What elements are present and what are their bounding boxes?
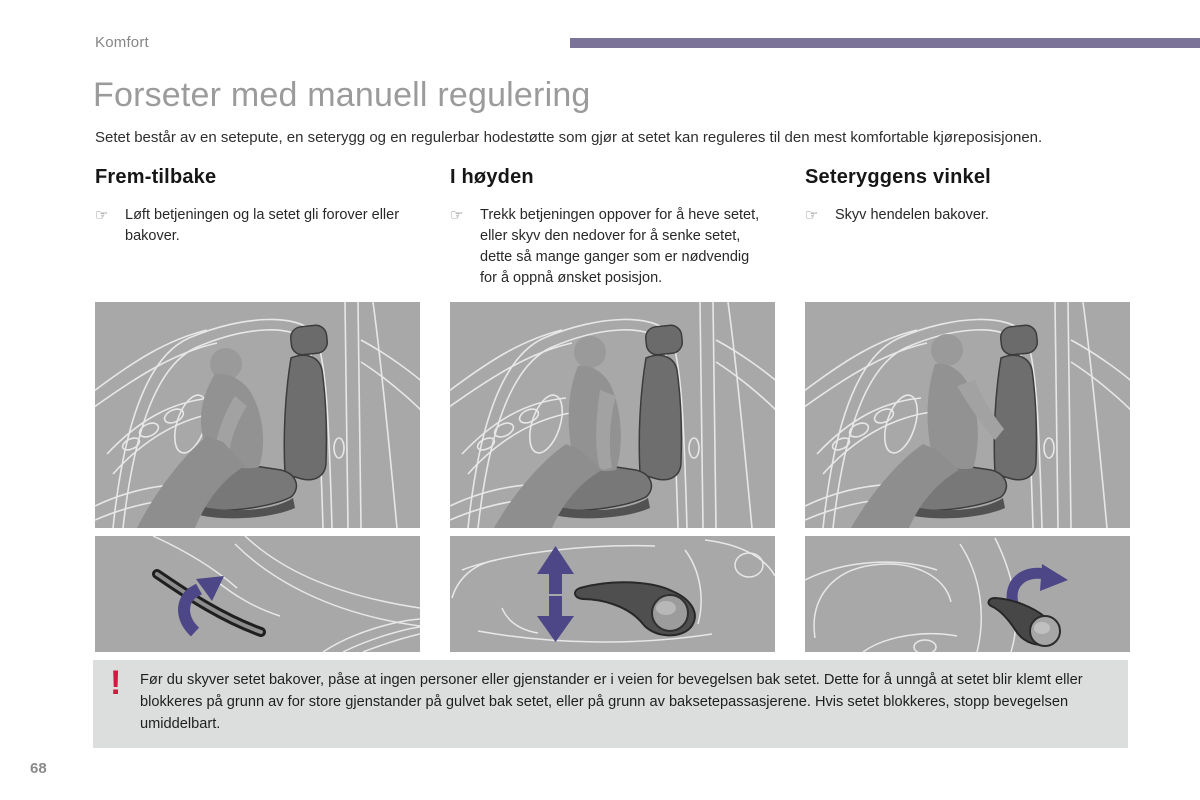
instruction-bullet bbox=[450, 205, 780, 289]
instruction-bullet bbox=[805, 205, 1135, 226]
section-accent-bar bbox=[570, 38, 1200, 48]
figure-seat-slide-illustration bbox=[95, 302, 420, 528]
warning-text: Før du skyver setet bakover, påse at ingen personer eller gjenstander er i veien for bevegelsen bak setet. Dette for å unngå at setet blir klemt eller blokkeres på grunn av for store gjenstander på gulvet bak setet, eller på grunn av baksetepassasjerene. Hvis setet blokkeres, stopp bevegelsen umiddelbart. bbox=[140, 672, 1083, 732]
figure-seat-backrest-illustration bbox=[805, 302, 1130, 528]
figure-seat-height-illustration bbox=[450, 302, 775, 528]
column-backrest bbox=[805, 166, 1135, 226]
figure-slide-control bbox=[95, 536, 420, 652]
column-slide bbox=[95, 166, 425, 247]
column-heading-backrest: Seteryggens vinkel bbox=[805, 166, 991, 188]
pointing-hand-icon: ☞ bbox=[95, 207, 109, 224]
instruction-bullet bbox=[95, 205, 425, 247]
column-heading-slide: Frem-tilbake bbox=[95, 166, 217, 188]
figure-recline-control bbox=[805, 536, 1130, 652]
intro-text: Setet består av en setepute, en seterygg og en regulerbar hodestøtte som gjør at setet kan reguleres til den mest komfortable kjøreposisjonen. bbox=[95, 129, 1043, 146]
pointing-hand-icon: ☞ bbox=[450, 207, 464, 224]
page-title: Forseter med manuell regulering bbox=[93, 76, 591, 114]
instruction-text-height: Trekk betjeningen oppover for å heve setet, eller skyv den nedover for å senke setet, dette så mange ganger som er nødvendig for å oppnå ønsket posisjon. bbox=[480, 207, 760, 287]
instruction-text-slide: Løft betjeningen og la setet gli forover eller bakover. bbox=[125, 207, 400, 245]
column-heading-height: I høyden bbox=[450, 166, 534, 188]
pointing-hand-icon: ☞ bbox=[805, 207, 819, 224]
page-number: 68 bbox=[30, 760, 47, 777]
figure-height-control bbox=[450, 536, 775, 652]
section-label: Komfort bbox=[95, 34, 149, 51]
warning-exclamation-icon: ! bbox=[110, 664, 122, 702]
warning-box bbox=[93, 660, 1128, 748]
instruction-text-backrest: Skyv hendelen bakover. bbox=[835, 207, 989, 223]
column-height bbox=[450, 166, 780, 289]
